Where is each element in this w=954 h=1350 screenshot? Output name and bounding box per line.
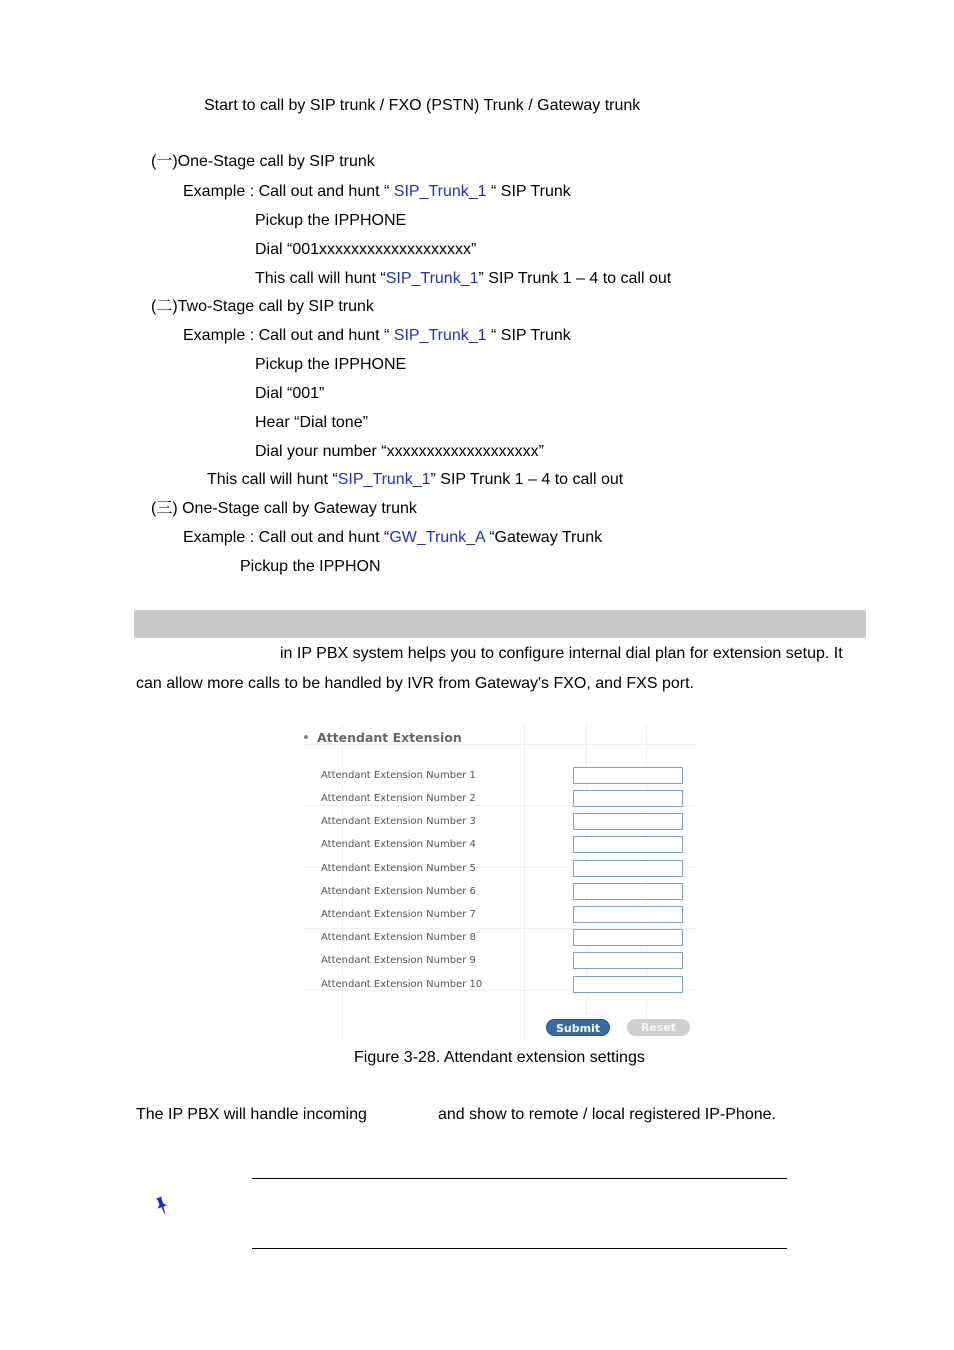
section2-dial: Dial “001”: [255, 385, 325, 402]
intro-text: Start to call by SIP trunk / FXO (PSTN) Trunk / Gateway trunk: [204, 97, 641, 114]
section1-example-prefix: Example : Call out and hunt “: [183, 183, 394, 200]
figure-title-text: Attendant Extension: [317, 730, 462, 745]
section2-pickup: Pickup the IPPHONE: [255, 356, 407, 373]
section3-heading: (三) One-Stage call by Gateway trunk: [151, 500, 417, 517]
section1-hunt-prefix: This call will hunt “: [255, 270, 386, 287]
section1-example-suffix: “ SIP Trunk: [486, 183, 571, 200]
extension-input-9[interactable]: [573, 952, 683, 969]
note-bottom-rule: [252, 1248, 787, 1249]
extension-label-4: Attendant Extension Number 4: [321, 839, 476, 850]
section3-trunk-link: GW_Trunk_A: [389, 529, 485, 546]
extension-input-3[interactable]: [573, 813, 683, 830]
extension-label-7: Attendant Extension Number 7: [321, 909, 476, 920]
note-top-rule: [252, 1178, 787, 1179]
section2-hunt-suffix: ” SIP Trunk 1 – 4 to call out: [430, 471, 624, 488]
section1-hunt-suffix: ” SIP Trunk 1 – 4 to call out: [478, 270, 672, 287]
section1-example: [183, 182, 571, 202]
section2-example-suffix: “ SIP Trunk: [486, 327, 571, 344]
extension-input-2[interactable]: [573, 790, 683, 807]
extension-input-1[interactable]: [573, 767, 683, 784]
bullet-icon: [304, 735, 308, 739]
section2-hunt-trunk: SIP_Trunk_1: [337, 471, 431, 488]
extension-label-2: Attendant Extension Number 2: [321, 793, 476, 804]
extension-input-5[interactable]: [573, 860, 683, 877]
para1-line2: can allow more calls to be handled by IVR from Gateway's FXO, and FXS port.: [136, 675, 694, 692]
section3-example-prefix: Example : Call out and hunt “: [183, 529, 390, 546]
para1-line1: in IP PBX system helps you to configure internal dial plan for extension setup. It: [280, 645, 843, 662]
section2-trunk-link: SIP_Trunk_1: [393, 327, 487, 344]
extension-label-10: Attendant Extension Number 10: [321, 979, 483, 990]
section2-example-prefix: Example : Call out and hunt “: [183, 327, 394, 344]
attendant-extension-figure: [300, 724, 696, 1040]
extension-label-5: Attendant Extension Number 5: [321, 863, 476, 874]
para2-right: and show to remote / local registered IP-Phone.: [438, 1106, 776, 1123]
extension-input-4[interactable]: [573, 836, 683, 853]
grid-line: [524, 724, 525, 1040]
section2-hunt: [207, 470, 623, 490]
extension-input-7[interactable]: [573, 906, 683, 923]
submit-button[interactable]: Submit: [546, 1019, 610, 1036]
section1-hunt: [255, 269, 671, 289]
section1-heading: (一)One-Stage call by SIP trunk: [151, 153, 375, 170]
section1-dial: Dial “001xxxxxxxxxxxxxxxxxxx”: [255, 241, 477, 258]
section2-dial-number: Dial your number “xxxxxxxxxxxxxxxxxxx”: [255, 443, 544, 460]
section-header-bar: [134, 610, 866, 638]
section3-example-suffix: “Gateway Trunk: [484, 529, 603, 546]
section3-pickup: Pickup the IPPHON: [240, 558, 381, 575]
section3-example: [183, 528, 602, 548]
section1-hunt-trunk: SIP_Trunk_1: [385, 270, 479, 287]
extension-label-6: Attendant Extension Number 6: [321, 886, 476, 897]
section2-hear: Hear “Dial tone”: [255, 414, 368, 431]
extension-label-9: Attendant Extension Number 9: [321, 955, 476, 966]
section2-example: [183, 326, 571, 346]
figure-title: [304, 730, 462, 745]
extension-input-10[interactable]: [573, 976, 683, 993]
extension-label-8: Attendant Extension Number 8: [321, 932, 476, 943]
extension-label-3: Attendant Extension Number 3: [321, 816, 476, 827]
pushpin-icon: [154, 1196, 170, 1216]
para2-left: The IP PBX will handle incoming: [136, 1106, 367, 1123]
extension-input-6[interactable]: [573, 883, 683, 900]
section1-trunk-link: SIP_Trunk_1: [393, 183, 487, 200]
section2-heading: (二)Two-Stage call by SIP trunk: [151, 298, 374, 315]
figure-caption: Figure 3-28. Attendant extension settings: [354, 1049, 645, 1066]
reset-button[interactable]: Reset: [627, 1019, 690, 1036]
extension-input-8[interactable]: [573, 929, 683, 946]
extension-label-1: Attendant Extension Number 1: [321, 770, 476, 781]
section1-pickup: Pickup the IPPHONE: [255, 212, 407, 229]
section2-hunt-prefix: This call will hunt “: [207, 471, 338, 488]
